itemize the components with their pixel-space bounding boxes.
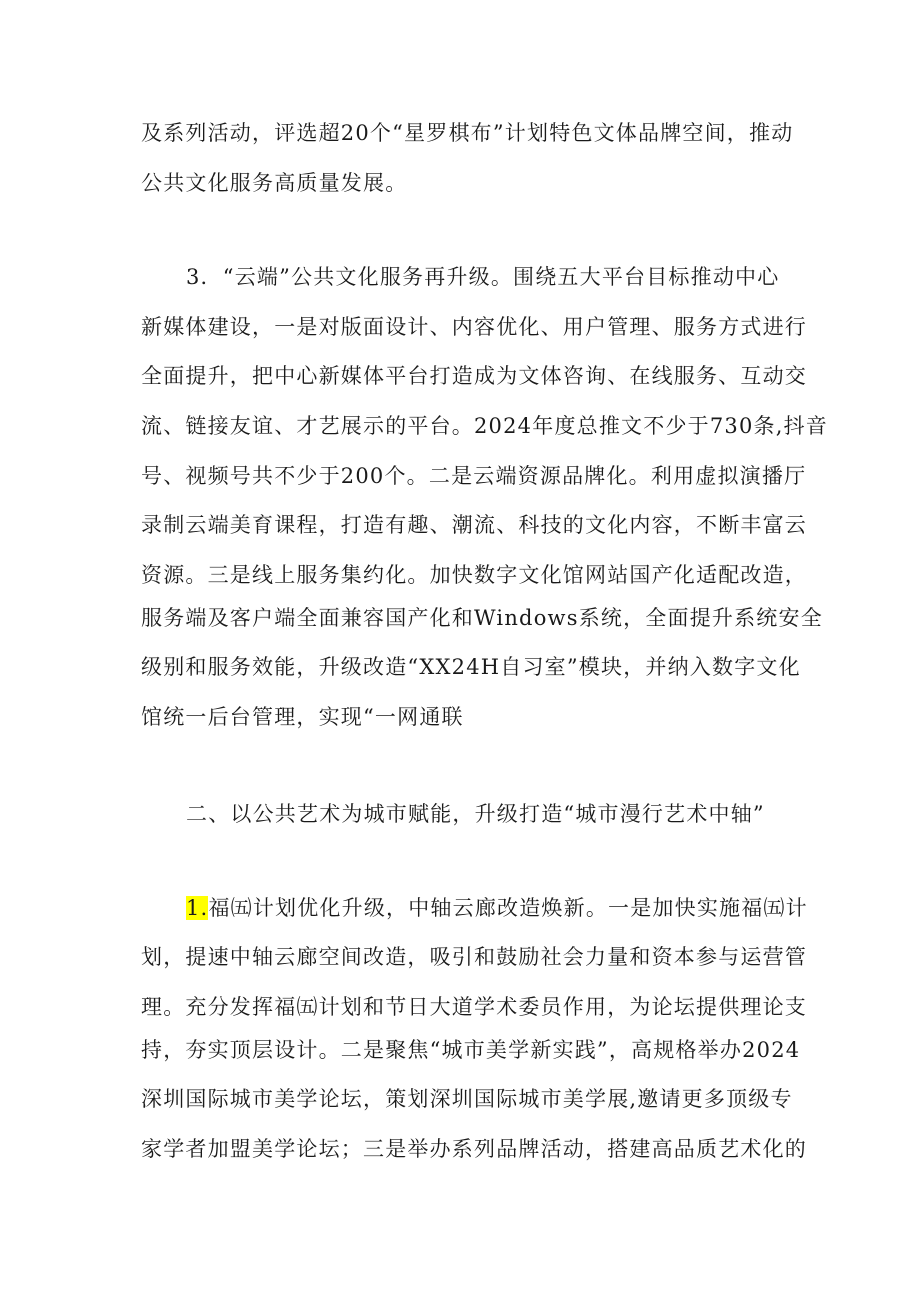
paragraph-line: 划，提速中轴云廊空间改造，吸引和鼓励社会力量和资本参与运营管 [141, 945, 807, 969]
paragraph-line: 流、链接友谊、才艺展示的平台。2024年度总推文不少于730条,抖音 [141, 414, 828, 438]
section-heading: 二、以公共艺术为城市赋能，升级打造“城市漫行艺术中轴” [186, 802, 765, 826]
paragraph-line: 公共文化服务高质量发展。 [141, 171, 408, 195]
paragraph-line: 家学者加盟美学论坛；三是举办系列品牌活动，搭建高品质艺术化的 [141, 1137, 807, 1161]
paragraph-line: 持，夯实顶层设计。二是聚焦“城市美学新实践”，高规格举办2024 [141, 1038, 801, 1062]
paragraph-line: 3．“云端”公共文化服务再升级。围绕五大平台目标推动中心 [186, 265, 780, 289]
paragraph-first-line [186, 893, 808, 923]
paragraph-line: 理。充分发挥福㈤计划和节日大道学术委员作用，为论坛提供理论支 [141, 995, 807, 1019]
paragraph-line: 深圳国际城市美学论坛，策划深圳国际城市美学展,邀请更多顶级专 [141, 1087, 793, 1111]
paragraph-line: 服务端及客户端全面兼容国产化和Windows系统，全面提升系统安全 [141, 606, 823, 630]
highlighted-marker: 1. [186, 896, 209, 920]
paragraph-line: 录制云端美育课程，打造有趣、潮流、科技的文化内容，不断丰富云 [141, 513, 807, 537]
paragraph-line: 全面提升，把中心新媒体平台打造成为文体咨询、在线服务、互动交 [141, 364, 807, 388]
paragraph-line: 级别和服务效能，升级改造“XX24H自习室”模块，并纳入数字文化 [141, 655, 801, 679]
paragraph-line-rest: 福㈤计划优化升级，中轴云廊改造焕新。一是加快实施福㈤计 [208, 896, 808, 920]
paragraph-line: 资源。三是线上服务集约化。加快数字文化馆网站国产化适配改造， [141, 563, 807, 587]
paragraph-line: 及系列活动，评选超20个“星罗棋布”计划特色文体品牌空间，推动 [141, 121, 794, 145]
paragraph-line: 号、视频号共不少于200个。二是云端资源品牌化。利用虚拟演播厅 [141, 464, 807, 488]
paragraph-line: 新媒体建设，一是对版面设计、内容优化、用户管理、服务方式进行 [141, 315, 807, 339]
paragraph-line: 馆统一后台管理，实现“一网通联 [141, 705, 464, 729]
